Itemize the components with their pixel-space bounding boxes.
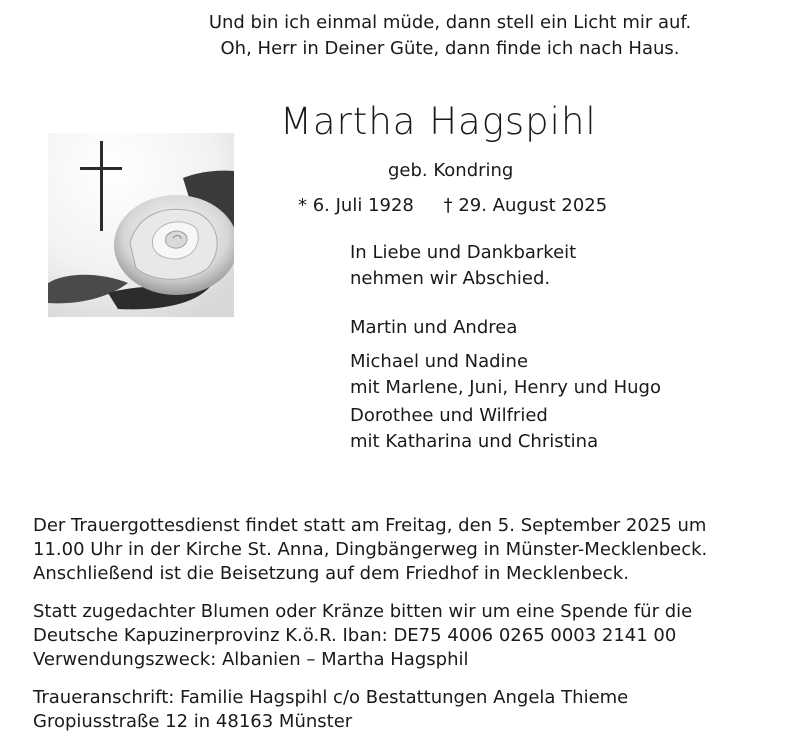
death-date: † 29. August 2025 — [443, 195, 608, 216]
address-paragraph — [33, 686, 773, 734]
family-group — [350, 403, 661, 455]
notice-line: Gropiusstraße 12 in 48163 Münster — [33, 711, 353, 732]
family-line: Martin und Andrea — [350, 317, 518, 338]
deceased-name: Martha Hagspihl — [280, 100, 597, 143]
service-paragraph — [33, 514, 773, 586]
family-line: Michael und Nadine — [350, 351, 529, 372]
notice-line: Verwendungszweck: Albanien – Martha Hagsphil — [33, 649, 469, 670]
birth-date: * 6. Juli 1928 — [298, 195, 414, 216]
farewell-line: In Liebe und Dankbarkeit — [350, 242, 577, 263]
notice-line: Der Trauergottesdienst findet statt am Freitag, den 5. September 2025 um — [33, 515, 707, 536]
service-notice — [33, 514, 773, 748]
cross-and-rose-icon — [48, 133, 234, 317]
poem-line: Und bin ich einmal müde, dann stell ein Licht mir auf. — [208, 12, 692, 33]
notice-line: Statt zugedachter Blumen oder Kränze bitten wir um eine Spende für die — [33, 601, 693, 622]
family-line: Dorothee und Wilfried — [350, 405, 548, 426]
life-dates — [298, 195, 607, 216]
donation-paragraph — [33, 600, 773, 672]
notice-line: Anschließend ist die Beisetzung auf dem Friedhof in Mecklenbeck. — [33, 563, 629, 584]
poem — [0, 10, 800, 62]
notice-line: Traueranschrift: Familie Hagspihl c/o Bestattungen Angela Thieme — [33, 687, 629, 708]
poem-line: Oh, Herr in Deiner Güte, dann finde ich nach Haus. — [220, 38, 680, 59]
family-group — [350, 349, 661, 401]
farewell-line: nehmen wir Abschied. — [350, 268, 551, 289]
family-line: mit Marlene, Juni, Henry und Hugo — [350, 377, 661, 398]
birth-name: geb. Kondring — [388, 160, 514, 181]
family-list — [350, 315, 661, 457]
family-line: mit Katharina und Christina — [350, 431, 599, 452]
notice-line: 11.00 Uhr in der Kirche St. Anna, Dingbängerweg in Münster-Mecklenbeck. — [33, 539, 708, 560]
farewell-text — [350, 240, 576, 292]
notice-line: Deutsche Kapuzinerprovinz K.ö.R. Iban: DE75 4006 0265 0003 2141 00 — [33, 625, 677, 646]
family-group — [350, 315, 661, 341]
